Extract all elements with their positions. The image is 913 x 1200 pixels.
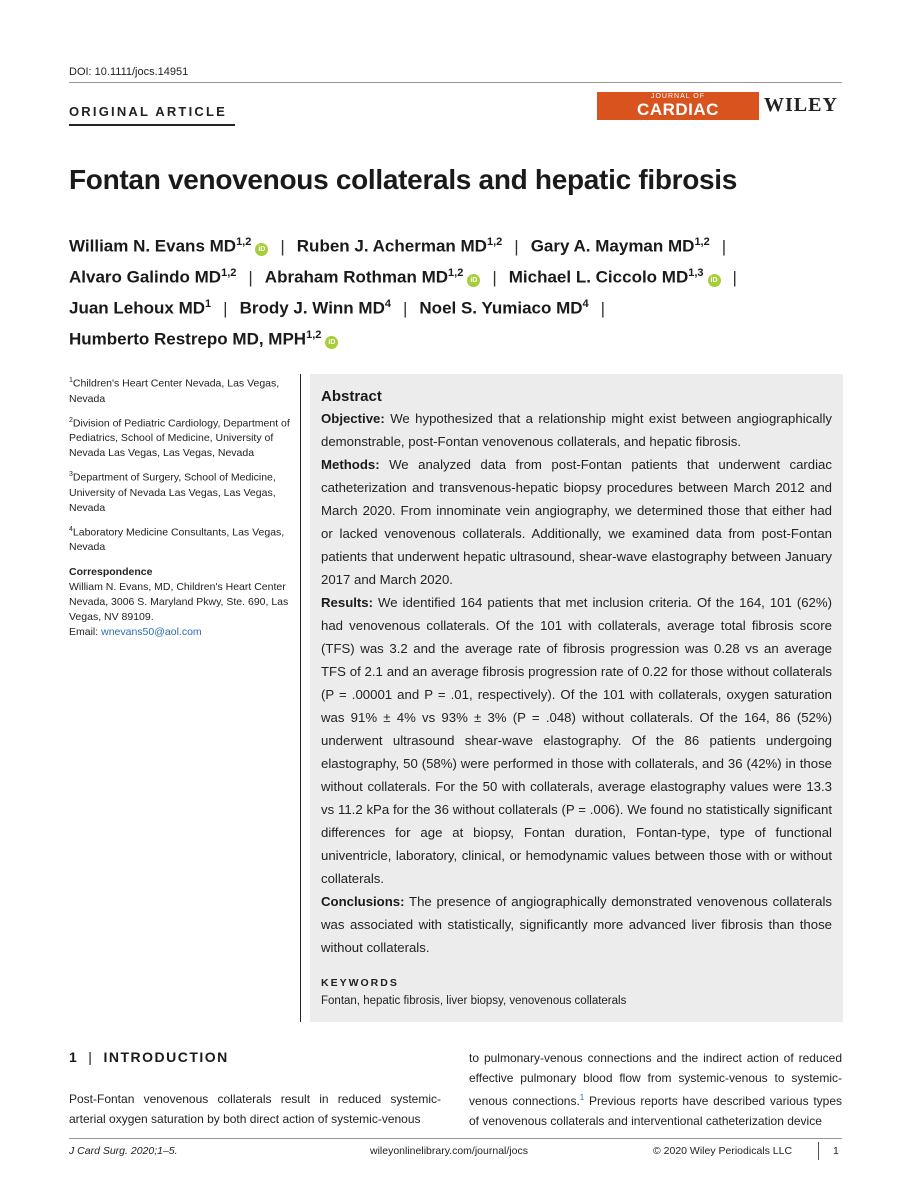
author-line — [69, 229, 849, 260]
author-line — [69, 291, 849, 322]
author-affiliation-sup: 1,2 — [448, 267, 464, 280]
orcid-icon[interactable]: iD — [708, 274, 721, 287]
author-separator: | — [492, 267, 497, 287]
email-label: Email: — [69, 626, 99, 638]
intro-right-column — [469, 1048, 842, 1131]
keywords-heading: KEYWORDS — [321, 977, 399, 989]
author-separator: | — [514, 236, 519, 256]
abstract-heading: Abstract — [321, 388, 382, 405]
abstract-results — [321, 591, 832, 890]
article-type-underline — [69, 124, 235, 126]
author-name: Juan Lehoux MD — [69, 298, 206, 318]
affiliations-column — [69, 373, 295, 640]
article-title: Fontan venovenous collaterals and hepatic fibrosis — [69, 164, 738, 195]
abstract-methods — [321, 453, 832, 591]
section-label: Objective: — [321, 411, 385, 426]
correspondence-address: William N. Evans, MD, Children's Heart Center Nevada, 3006 S. Maryland Pkwy, Ste. 690, Las Vegas, NV 89109. — [69, 581, 289, 623]
affiliation — [69, 373, 295, 407]
publisher-logo: WILEY — [764, 94, 838, 116]
intro-text: Previous reports have described various types of venovenous collaterals and interventional catheterization device — [469, 1094, 842, 1128]
footer-copyright: © 2020 Wiley Periodicals LLC — [653, 1145, 793, 1157]
section-title: INTRODUCTION — [103, 1049, 229, 1065]
author-name: Brody J. Winn MD — [239, 298, 385, 318]
journal-logo-big: CARDIAC SURGERY — [634, 100, 722, 137]
affiliation-sup: 4 — [69, 525, 73, 533]
affiliation-text: Division of Pediatric Cardiology, Department of Pediatrics, School of Medicine, University of Nevada Las Vegas, Las Vegas, Nevada — [69, 417, 290, 459]
author-name: Noel S. Yumiaco MD — [419, 298, 583, 318]
author-separator: | — [600, 298, 606, 318]
author-affiliation-sup: 1,2 — [236, 236, 252, 248]
author-line — [69, 260, 849, 291]
author-separator: | — [248, 267, 253, 287]
section-label: Conclusions: — [321, 894, 405, 909]
author-line — [69, 322, 849, 353]
header-rule — [69, 82, 842, 83]
author-affiliation-sup: 1,2 — [306, 329, 322, 342]
section-heading — [69, 1049, 229, 1065]
abstract-box — [310, 374, 843, 1022]
correspondence-heading: Correspondence — [69, 566, 153, 578]
author-name: Gary A. Mayman MD — [530, 236, 695, 256]
section-number: 1 — [69, 1049, 79, 1065]
affiliation-sup: 3 — [69, 471, 73, 478]
affiliation — [69, 413, 295, 462]
affiliation — [69, 522, 295, 556]
section-text: We identified 164 patients that met inclusion criteria. Of the 164, 101 (62%) had venovenous collaterals. Of the 101 with collaterals, average total fibrosis score (TFS) was 3.2 and the average rate of fibrosis progression was 0.28 vs an average TFS of 2.1 and an average fibrosis progression rate of 0.22 for those without collaterals (P = .00001 and P = .01, respectively). Of the 101 with collaterals, oxygen saturation was 91% ± 4% vs 93% ± 3% (P = .048) without collaterals. Of the 164, 86 (52%) underwent ultrasound shear‐wave elastography. Of the 86 patients undergoing elastography, 50 (58%) were performed in those with collaterals, and 36 (42%) in those without collaterals. For the 50 with collaterals, average elastography values were 13.3 vs 11.2 kPa for the 36 without collaterals (P = .006). We found no statistically significant differences for age at biopsy, Fontan duration, Fontan‐type, type of functional univentricle, laboratory, clinical, or hemodynamic values between those with or without collaterals. — [321, 595, 832, 886]
author-name: Michael L. Ciccolo MD — [508, 267, 689, 287]
section-text: We hypothesized that a relationship might exist between angiographically demonstrable, post‐Fontan venovenous collaterals, and hepatic fibrosis. — [321, 411, 833, 449]
author-affiliation-sup: 1 — [205, 298, 212, 311]
author-affiliation-sup: 1,2 — [221, 267, 237, 280]
email-link[interactable]: wnevans50@aol.com — [101, 626, 202, 638]
page-number: 1 — [833, 1145, 839, 1157]
author-list — [69, 229, 849, 354]
author-name: William N. Evans MD — [69, 236, 237, 256]
section-label: Methods: — [321, 457, 380, 472]
author-name: Abraham Rothman MD — [264, 267, 449, 287]
abstract-objective — [321, 407, 832, 453]
orcid-icon[interactable]: iD — [255, 243, 268, 256]
author-name: Alvaro Galindo MD — [69, 267, 222, 287]
author-separator: | — [402, 298, 408, 318]
author-affiliation-sup: 1,2 — [694, 236, 710, 248]
section-separator: | — [88, 1049, 94, 1065]
journal-logo-small: JOURNAL OF — [650, 93, 706, 100]
author-name: Ruben J. Acherman MD — [296, 236, 487, 256]
affiliation-sup: 2 — [69, 416, 73, 424]
article-type: ORIGINAL ARTICLE — [69, 104, 227, 119]
affiliation-text: Department of Surgery, School of Medicine, University of Nevada Las Vegas, Las Vegas, Nevada — [69, 471, 276, 514]
abstract-conclusions — [321, 890, 832, 959]
doi: DOI: 10.1111/jocs.14951 — [69, 66, 189, 78]
author-name: Humberto Restrepo MD, MPH — [69, 330, 307, 350]
affiliation-sup: 1 — [69, 377, 73, 384]
footer-citation: J Card Surg. 2020;1–5. — [69, 1145, 178, 1157]
author-affiliation-sup: 4 — [582, 298, 589, 311]
footer-url[interactable]: wileyonlinelibrary.com/journal/jocs — [370, 1145, 528, 1157]
affiliation-text: Laboratory Medicine Consultants, Las Vegas, Nevada — [69, 526, 285, 553]
reference-link[interactable]: 1 — [579, 1093, 585, 1102]
correspondence-email — [69, 625, 295, 640]
affiliation — [69, 467, 295, 516]
author-affiliation-sup: 1,2 — [486, 236, 503, 248]
affiliation-text: Children's Heart Center Nevada, Las Vegas, Nevada — [69, 377, 280, 405]
author-separator: | — [732, 267, 737, 287]
author-separator: | — [223, 298, 228, 318]
section-text: The presence of angiographically demonstrated venovenous collaterals was associated with statistically, significantly more advanced liver fibrosis than those without collaterals. — [321, 894, 832, 955]
footer-divider — [818, 1142, 819, 1160]
orcid-icon[interactable]: iD — [467, 274, 480, 287]
keywords: Fontan, hepatic fibrosis, liver biopsy, venovenous collaterals — [321, 995, 627, 1007]
abstract-left-rule — [300, 374, 301, 1022]
author-separator: | — [721, 236, 727, 256]
footer-rule — [69, 1138, 842, 1139]
author-separator: | — [280, 236, 285, 256]
journal-logo — [597, 92, 759, 137]
author-affiliation-sup: 4 — [384, 298, 391, 311]
section-text: We analyzed data from post‐Fontan patients that underwent cardiac catheterization and transvenous‐hepatic biopsy procedures between March 2012 and March 2020. From innominate vein angiography, we determined those that either had or lacked venovenous collaterals. Additionally, we examined data from post‐Fontan patients that underwent hepatic ultrasound, shear‐wave elastography between January 2017 and March 2020. — [321, 457, 832, 587]
section-label: Results: — [321, 595, 374, 610]
intro-text: to pulmonary‐venous connections and the indirect action of reduced effective pulmonary blood flow from systemic‐venous to systemic-venous connections. — [469, 1051, 842, 1108]
orcid-icon[interactable]: iD — [325, 336, 338, 349]
intro-left-column: Post‐Fontan venovenous collaterals result in reduced systemic-arterial oxygen saturation by both direct action of systemic-venous — [69, 1092, 441, 1126]
author-affiliation-sup: 1,3 — [688, 267, 704, 280]
